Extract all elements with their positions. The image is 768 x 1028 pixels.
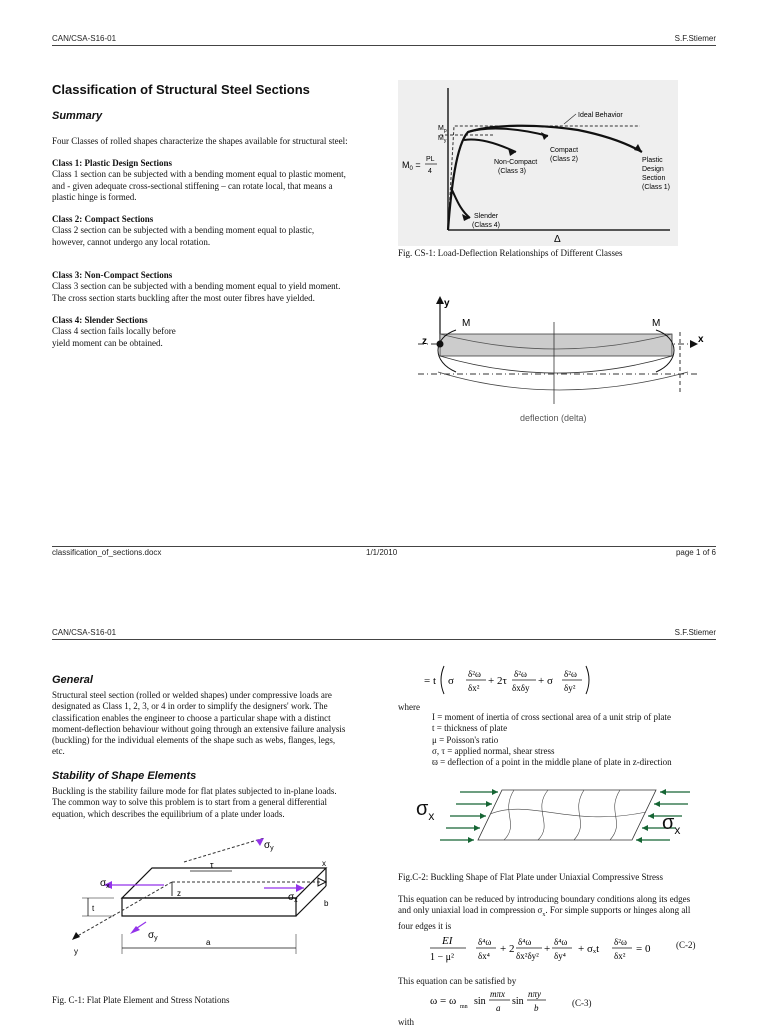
noncompact-class-label: (Class 3) xyxy=(498,168,527,175)
eq-text: mπx xyxy=(490,989,506,999)
with-text: with xyxy=(398,1017,415,1027)
sigma-y-bottom: $\sigma_y$ xyxy=(148,930,158,942)
eq-text: 1 − μ² xyxy=(430,952,454,963)
t-label: t xyxy=(92,904,95,913)
y-label: y xyxy=(74,947,78,956)
eq-text: δxδy xyxy=(512,683,530,693)
y-axis-line xyxy=(74,882,172,938)
text-line: classification enables the engineer to choose a particular shape with a distinct xyxy=(52,712,331,723)
noncompact-label: Non-Compact xyxy=(494,159,538,166)
page2-header-right: S.F.Stiemer xyxy=(674,628,716,637)
text-line: This equation can be reduced by introducing boundary conditions along its edges xyxy=(398,894,691,904)
text-line: Structural steel section (rolled or welded shapes) under compressive loads are xyxy=(52,690,332,700)
page1-header-right: S.F.Stiemer xyxy=(674,34,716,43)
origin-point xyxy=(437,341,444,348)
arrowhead xyxy=(436,296,444,304)
text-line: four edges it is xyxy=(398,921,452,932)
sigma-x-right: $\sigma_x$ xyxy=(288,892,298,904)
class3-line: Class 3 section can be subjected with a bending moment equal to yield moment. xyxy=(52,281,341,292)
class1-line: and - given adequate cross-sectional stiffening – can rotate local, that means a xyxy=(52,180,333,191)
eq-text: ω = ω xyxy=(430,995,457,1007)
fig-cs1-caption: Fig. CS-1: Load-Deflection Relationships of Different Classes xyxy=(398,248,623,258)
text-line: etc. xyxy=(52,746,65,757)
my-label: $M_y$ xyxy=(438,135,447,144)
ideal-label: Ideal Behavior xyxy=(578,112,623,119)
moment-left-label: M xyxy=(462,318,471,329)
z-label: z xyxy=(177,889,181,898)
beam-deflection-figure xyxy=(398,292,718,432)
class2-line: however, cannot undergo any local rotation. xyxy=(52,236,211,247)
sigma-x-left: $\sigma_x$ xyxy=(100,878,110,890)
class3-block xyxy=(52,270,382,304)
deflected-shape xyxy=(440,356,672,373)
general-heading: General xyxy=(52,674,93,686)
definition: σ, τ = applied normal, shear stress xyxy=(432,745,555,756)
plate-edge xyxy=(296,886,326,916)
where-label: where xyxy=(398,702,420,712)
definition: μ = Poisson's ratio xyxy=(432,734,499,745)
arrowhead xyxy=(72,932,80,940)
definition: ϖ = deflection of a point in the middle plane of plate in z-direction xyxy=(432,757,672,768)
class1-block xyxy=(52,158,382,203)
page1-header-rule xyxy=(52,45,716,46)
eq-text: δ²ω xyxy=(514,669,527,679)
arrowhead xyxy=(256,838,264,846)
page2-header-left: CAN/CSA-S16-01 xyxy=(52,628,117,637)
eq-text: EI xyxy=(442,935,453,947)
m0-label: $M_0$ = xyxy=(402,160,421,172)
footer-date: 1/1/2010 xyxy=(366,548,398,557)
pl-label: PL xyxy=(426,156,435,163)
class2-line: Class 2 section can be subjected with a bending moment equal to plastic, xyxy=(52,225,315,236)
plastic-label: Design xyxy=(642,166,664,173)
class4-heading: Class 4: Slender Sections xyxy=(52,315,148,325)
stability-text xyxy=(52,786,382,820)
eq-c3-label: (C-3) xyxy=(572,998,592,1008)
eq-text: δ⁴ω xyxy=(478,937,492,947)
definition: I = moment of inertia of cross sectional area of a unit strip of plate xyxy=(432,712,671,722)
stress-line xyxy=(184,838,264,862)
eq-c2-label: (C-2) xyxy=(676,940,696,950)
equation-c2 xyxy=(430,928,670,968)
buckle-line xyxy=(574,790,584,840)
sigma-x-right-label: $\sigma_x$ xyxy=(662,812,681,837)
page2-header-rule xyxy=(52,639,716,640)
class4-line: Class 4 section fails locally before xyxy=(52,326,176,337)
reduce-text xyxy=(398,894,718,933)
class2-heading: Class 2: Compact Sections xyxy=(52,214,154,224)
buckle-line xyxy=(610,790,620,840)
plastic-label: Section xyxy=(642,175,666,182)
eq-text: δy² xyxy=(564,683,576,693)
tau-label: τ xyxy=(210,860,214,870)
figure-background xyxy=(398,80,678,246)
class3-line: The cross section starts buckling after the most outer fibres have yielded. xyxy=(52,292,315,303)
class1-line: Class 1 section can be subjected with a bending moment equal to plastic moment, xyxy=(52,169,346,180)
eq-text: δ²ω xyxy=(614,937,627,947)
buckle-line xyxy=(504,790,514,840)
delta-label: Δ xyxy=(554,234,561,245)
intro-text: Four Classes of rolled shapes characterize the shapes available for structural steel: xyxy=(52,136,348,146)
summary-heading: Summary xyxy=(52,110,103,122)
eq-text: δx⁴ xyxy=(478,951,490,961)
eq-paren xyxy=(441,666,444,694)
eq-text: δ²ω xyxy=(468,669,481,679)
eq-text: δ²ω xyxy=(564,669,577,679)
text-line: designated as Class 1, 2, 3, or 4 in order to simplify the designers' work. The xyxy=(52,701,328,712)
eq-text: = 0 xyxy=(636,943,651,955)
buckle-line xyxy=(538,790,548,840)
class1-line: plastic hinge is formed. xyxy=(52,191,137,202)
four-label: 4 xyxy=(428,168,432,175)
plate-front xyxy=(122,898,296,916)
eq-text: sin xyxy=(474,996,486,1007)
fig-c2-caption: Fig.C-2: Buckling Shape of Flat Plate under Uniaxial Compressive Stress xyxy=(398,872,663,882)
eq-text: + σₓt xyxy=(578,943,600,955)
text-line: (buckling) for the individual elements of the shape such as webs, flanges, legs, xyxy=(52,735,336,746)
page1-header-left: CAN/CSA-S16-01 xyxy=(52,34,117,43)
beam-body xyxy=(440,334,672,356)
slender-class-label: (Class 4) xyxy=(472,222,501,229)
flat-plate-figure xyxy=(64,838,354,968)
text-line: equation, which describes the equilibrium of a plate under loads. xyxy=(52,808,285,819)
text-line: moment-deflection behaviour without going through an extensive failure analysis xyxy=(52,723,346,734)
subscript: x xyxy=(542,912,546,919)
eq-text: nπy xyxy=(528,989,542,999)
class4-line: yield moment can be obtained. xyxy=(52,337,163,348)
deflected-shape xyxy=(438,372,688,390)
plate-equation xyxy=(424,660,604,700)
class4-block xyxy=(52,315,382,349)
eq-text: δ⁴ω xyxy=(554,937,568,947)
moment-right-label: M xyxy=(652,318,661,329)
satisfied-text: This equation can be satisfied by xyxy=(398,976,517,986)
eq-paren xyxy=(586,666,589,694)
eq-text: σ xyxy=(448,675,454,687)
sigma-x-left-label: $\sigma_x$ xyxy=(416,798,435,823)
equation-c3 xyxy=(430,984,570,1018)
eq-text: sin xyxy=(512,996,524,1007)
eq-text: δ⁴ω xyxy=(518,937,532,947)
eq-text: + 2τ xyxy=(488,675,507,687)
plastic-class-label: (Class 1) xyxy=(642,184,671,191)
x-label: x xyxy=(698,334,704,345)
plastic-label: Plastic xyxy=(642,157,663,164)
a-label: a xyxy=(206,938,211,947)
text-line: . For simple supports or hinges along all xyxy=(545,905,691,916)
sigma-y-top: $\sigma_y$ xyxy=(264,840,274,852)
eq-text: δx² xyxy=(614,951,626,961)
page1-footer-rule xyxy=(52,546,716,547)
page-title: Classification of Structural Steel Sections xyxy=(52,82,310,97)
slender-label: Slender xyxy=(474,213,499,220)
buckling-plate-figure xyxy=(420,782,690,852)
fig-c1-caption: Fig. C-1: Flat Plate Element and Stress Notations xyxy=(52,995,230,1005)
arrowhead xyxy=(690,340,698,348)
b-label: b xyxy=(324,899,329,908)
footer-page-number: page 1 of 6 xyxy=(675,548,716,557)
class1-heading: Class 1: Plastic Design Sections xyxy=(52,158,172,168)
buckle-line xyxy=(490,809,646,817)
eq-text: + σ xyxy=(538,675,553,687)
class2-block xyxy=(52,214,382,248)
stability-heading: Stability of Shape Elements xyxy=(52,770,197,782)
eq-text: b xyxy=(534,1003,539,1013)
compact-class-label: (Class 2) xyxy=(550,156,579,163)
eq-text: = t xyxy=(424,675,437,687)
definitions-list xyxy=(432,712,672,768)
eq-text: δy⁴ xyxy=(554,951,566,961)
x-label: x xyxy=(322,859,326,868)
y-label: y xyxy=(444,298,450,309)
z-label: z xyxy=(422,336,427,347)
eq-text: + xyxy=(544,943,551,955)
load-deflection-figure xyxy=(398,80,678,246)
compact-label: Compact xyxy=(550,147,579,154)
deflection-label: deflection (delta) xyxy=(520,413,587,423)
eq-text: δx² xyxy=(468,683,480,693)
general-text xyxy=(52,690,382,758)
eq-text: mn xyxy=(460,1004,468,1010)
text-line: The common way to solve this problem is to start from a general differential xyxy=(52,797,328,808)
eq-text: + 2 xyxy=(500,943,515,955)
class3-heading: Class 3: Non-Compact Sections xyxy=(52,270,173,280)
eq-text: a xyxy=(496,1003,501,1013)
text-line: and only uniaxial load in compression σ xyxy=(398,905,543,916)
eq-text: δx²δy² xyxy=(516,951,539,961)
mp-label: $M_p$ xyxy=(438,125,447,134)
footer-filename: classification_of_sections.docx xyxy=(52,548,162,557)
definition: t = thickness of plate xyxy=(432,723,508,734)
text-line: Buckling is the stability failure mode for flat plates subjected to in-plane loads. xyxy=(52,786,337,796)
